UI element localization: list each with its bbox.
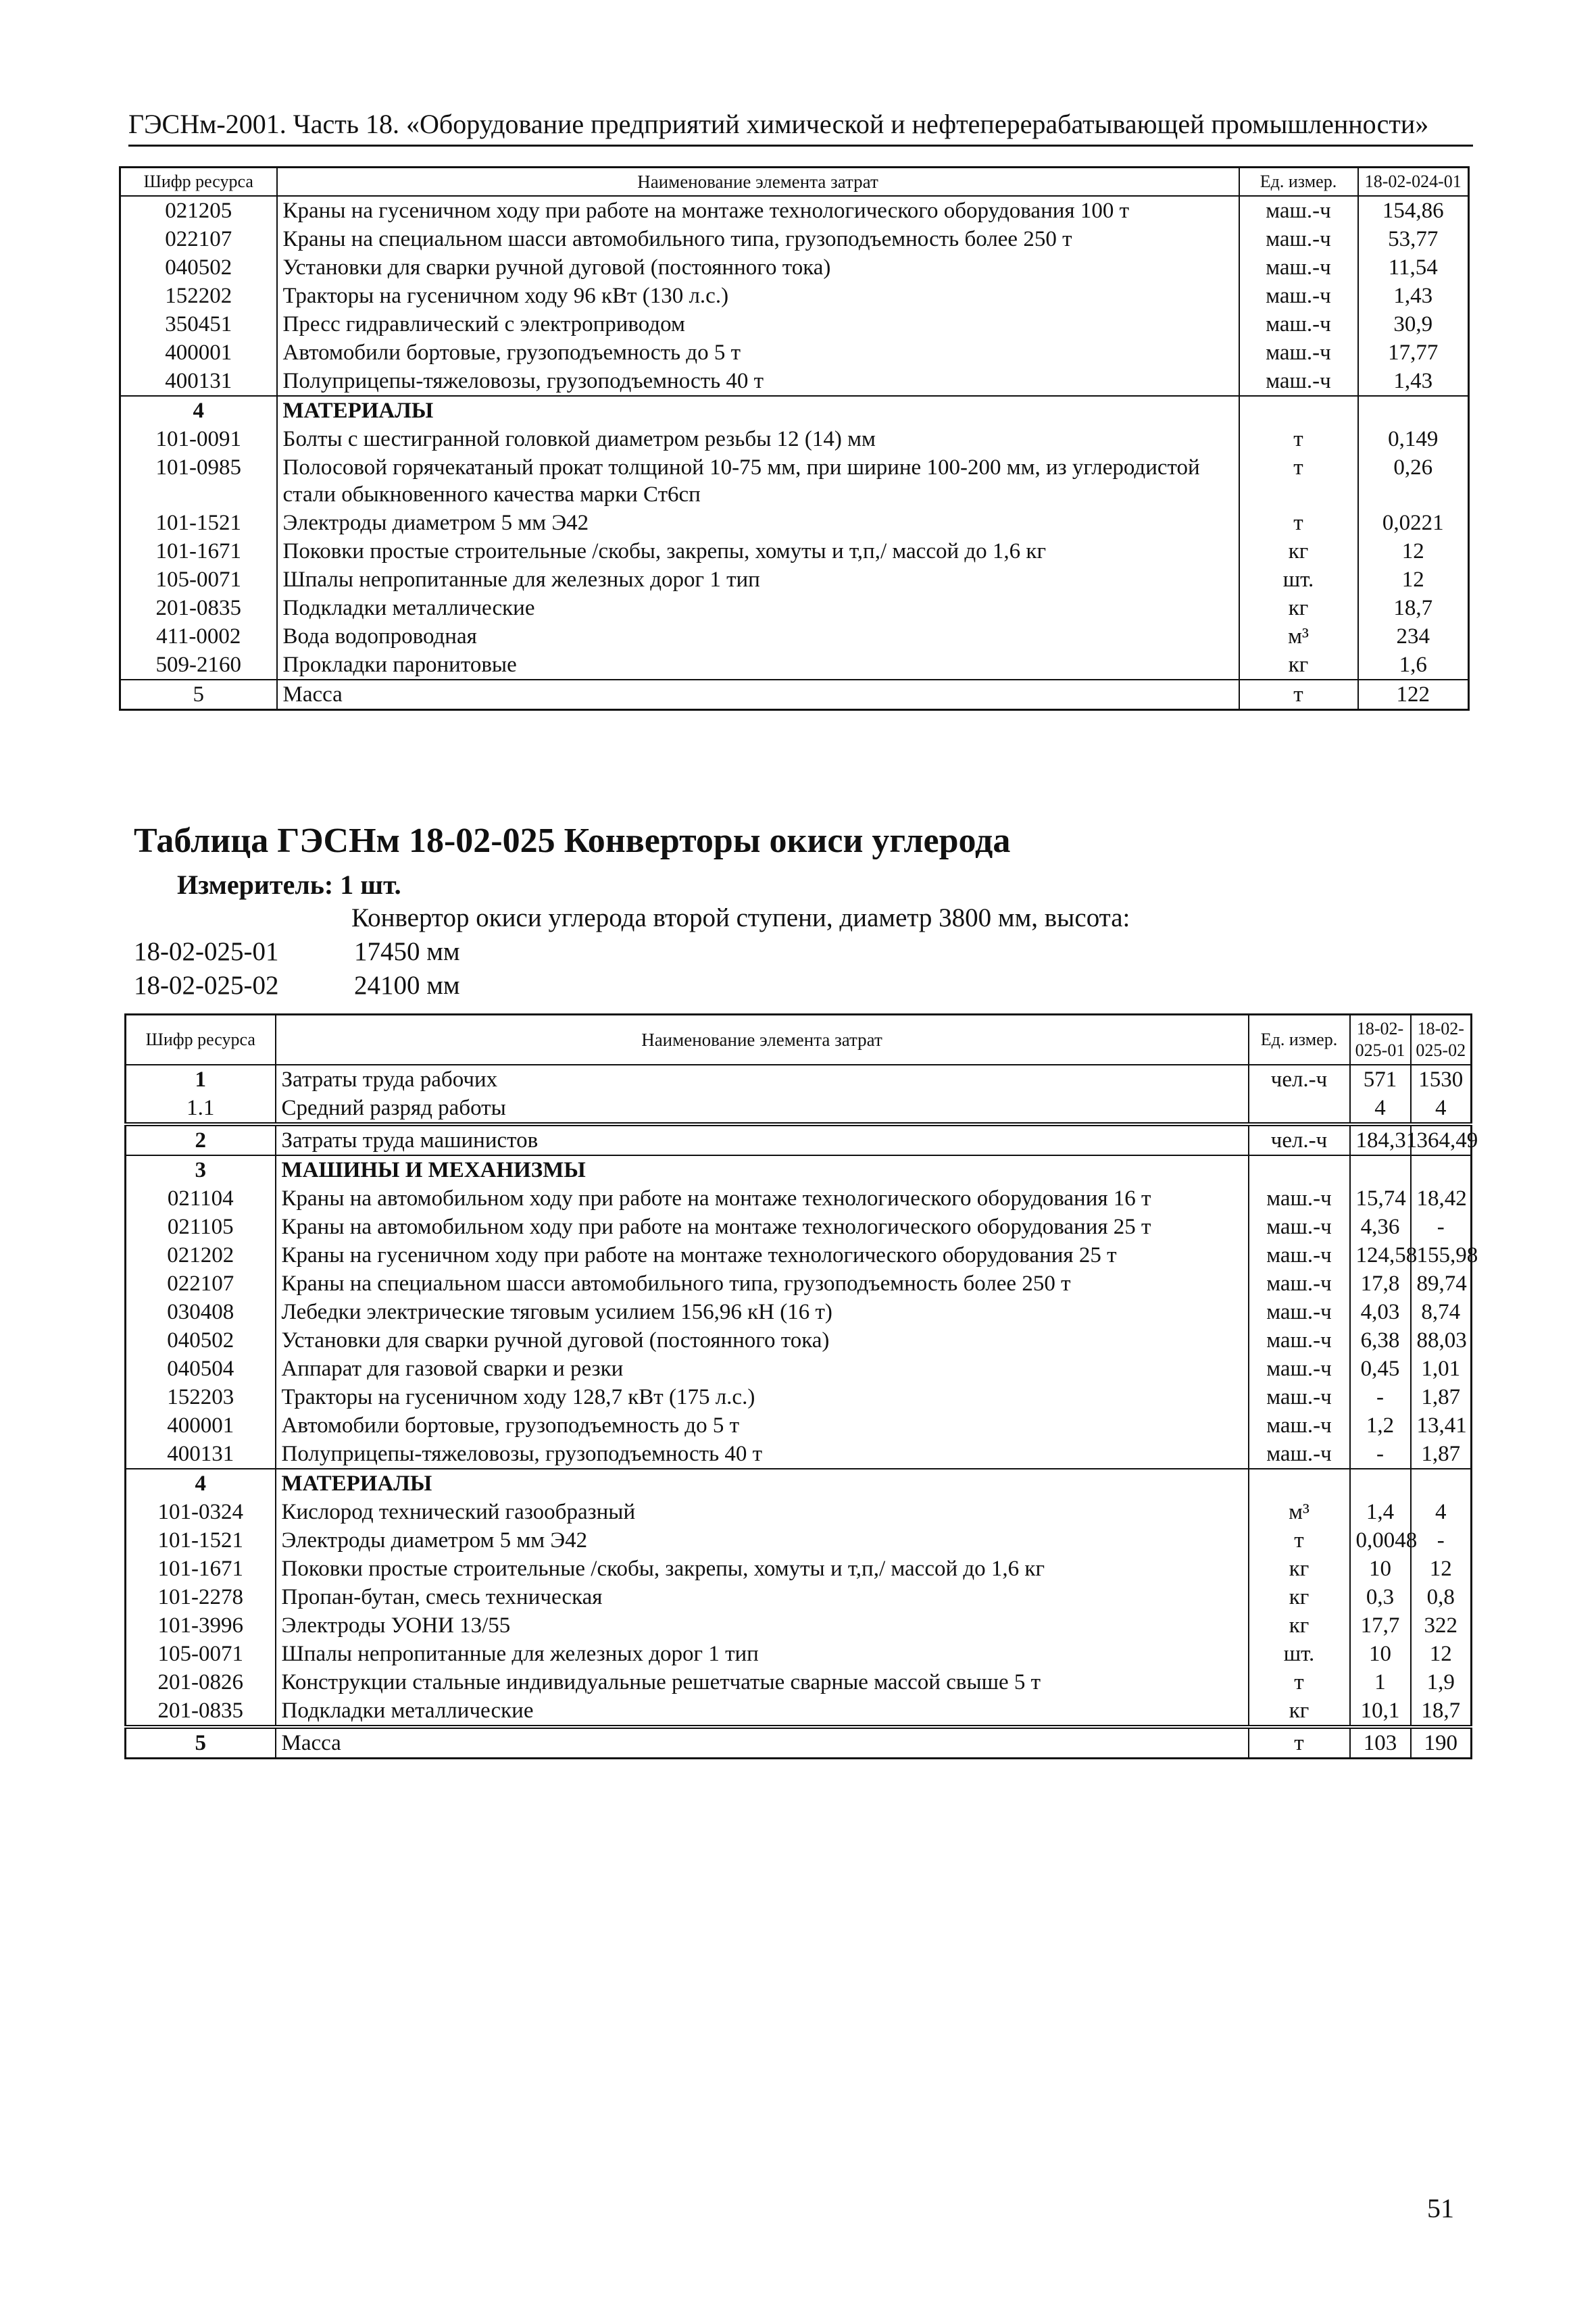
page-header: ГЭСНм-2001. Часть 18. «Оборудование предприятий химической и нефтеперерабатывающей промышленности»	[128, 108, 1473, 147]
measure-unit: Измеритель: 1 шт.	[177, 870, 401, 900]
resource-name: Тракторы на гусеничном ходу 96 кВт (130 л.с.)	[277, 282, 1239, 310]
resource-name: Затраты труда рабочих	[276, 1065, 1249, 1094]
variant-01	[134, 936, 460, 967]
resource-name: Автомобили бортовые, грузоподъемность до 5 т	[277, 338, 1239, 367]
resource-name: Кислород технический газообразный	[276, 1498, 1249, 1526]
resource-code: 021105	[126, 1213, 276, 1241]
unit-cell: кг	[1249, 1583, 1350, 1611]
resource-name: МАШИНЫ И МЕХАНИЗМЫ	[276, 1155, 1249, 1184]
resource-code: 105-0071	[126, 1640, 276, 1668]
table-title: Таблица ГЭСНм 18-02-025 Конверторы окиси углерода	[134, 822, 1011, 860]
unit-cell: м³	[1239, 622, 1358, 651]
unit-cell: м³	[1249, 1498, 1350, 1526]
variant-value: 17450 мм	[354, 937, 460, 966]
resource-code: 101-3996	[126, 1611, 276, 1640]
resource-name: Средний разряд работы	[276, 1094, 1249, 1124]
resource-code: 509-2160	[120, 651, 277, 680]
unit-cell	[1249, 1469, 1350, 1498]
resource-code: 2	[126, 1124, 276, 1155]
unit-cell: маш.-ч	[1239, 253, 1358, 282]
value-cell: 234	[1358, 622, 1469, 651]
section-row	[126, 1155, 1472, 1184]
value-cell: 1	[1350, 1668, 1411, 1696]
table-row	[126, 1411, 1472, 1440]
unit-cell: шт.	[1239, 565, 1358, 594]
resource-code: 1.1	[126, 1094, 276, 1124]
value-cell: 6,38	[1350, 1326, 1411, 1355]
resource-name: Лебедки электрические тяговым усилием 156,96 кН (16 т)	[276, 1298, 1249, 1326]
value-cell: 0,45	[1350, 1355, 1411, 1383]
resource-name: МАТЕРИАЛЫ	[276, 1469, 1249, 1498]
resource-code: 5	[126, 1727, 276, 1759]
resource-code: 400131	[120, 367, 277, 396]
resource-code: 350451	[120, 310, 277, 338]
table-row	[126, 1526, 1472, 1555]
table-row	[126, 1241, 1472, 1269]
resource-name: Полосовой горячекатаный прокат толщиной 10-75 мм, при ширине 100-200 мм, из углеродистой стали обыкновенного качества марки Ст6сп	[277, 453, 1239, 509]
resource-code: 040504	[126, 1355, 276, 1383]
resource-code: 101-2278	[126, 1583, 276, 1611]
resource-name: Масса	[277, 680, 1239, 710]
table-row	[120, 453, 1469, 509]
resource-name: Краны на специальном шасси автомобильного типа, грузоподъемность более 250 т	[276, 1269, 1249, 1298]
value-cell: 1,01	[1411, 1355, 1472, 1383]
table-row	[126, 1326, 1472, 1355]
variant-code: 18-02-025-01	[134, 937, 279, 966]
value-cell: 17,77	[1358, 338, 1469, 367]
value-cell: 10,1	[1350, 1696, 1411, 1727]
col-header-unit: Ед. измер.	[1249, 1015, 1350, 1065]
resource-name: Установки для сварки ручной дуговой (постоянного тока)	[276, 1326, 1249, 1355]
value-cell: 11,54	[1358, 253, 1469, 282]
unit-cell	[1239, 396, 1358, 425]
value-cell: 89,74	[1411, 1269, 1472, 1298]
table-header-row	[126, 1015, 1472, 1065]
table-row	[126, 1696, 1472, 1727]
table-header-row	[120, 168, 1469, 197]
unit-cell: маш.-ч	[1239, 367, 1358, 396]
resource-code: 4	[120, 396, 277, 425]
value-cell: 103	[1350, 1727, 1411, 1759]
table-row	[120, 622, 1469, 651]
col-header-name: Наименование элемента затрат	[277, 168, 1239, 197]
value-cell: 0,0221	[1358, 509, 1469, 537]
unit-cell: кг	[1239, 537, 1358, 565]
value-cell: 12	[1411, 1555, 1472, 1583]
unit-cell: маш.-ч	[1239, 196, 1358, 225]
resource-code: 101-0324	[126, 1498, 276, 1526]
value-cell: 53,77	[1358, 225, 1469, 253]
resource-code: 101-0985	[120, 453, 277, 509]
resource-name: Пропан-бутан, смесь техническая	[276, 1583, 1249, 1611]
value-cell: 30,9	[1358, 310, 1469, 338]
resource-code: 021104	[126, 1184, 276, 1213]
value-cell: 4,36	[1350, 1213, 1411, 1241]
resource-code: 022107	[120, 225, 277, 253]
col-header-unit: Ед. измер.	[1239, 168, 1358, 197]
value-cell: 4	[1350, 1094, 1411, 1124]
resource-code: 101-1671	[120, 537, 277, 565]
table-row	[120, 253, 1469, 282]
unit-cell: кг	[1239, 594, 1358, 622]
resource-name: Краны на автомобильном ходу при работе на монтаже технологического оборудования 16 т	[276, 1184, 1249, 1213]
resource-name: Поковки простые строительные /скобы, закрепы, хомуты и т,п,/ массой до 1,6 кг	[276, 1555, 1249, 1583]
resource-name: Подкладки металлические	[276, 1696, 1249, 1727]
unit-cell: маш.-ч	[1249, 1298, 1350, 1326]
resource-table-025	[124, 1013, 1478, 1759]
value-cell: 8,74	[1411, 1298, 1472, 1326]
section-row	[126, 1469, 1472, 1498]
resource-code: 040502	[120, 253, 277, 282]
table-row	[126, 1269, 1472, 1298]
value-cell: 18,42	[1411, 1184, 1472, 1213]
table-row	[120, 537, 1469, 565]
table-row	[120, 367, 1469, 396]
value-cell: 1,43	[1358, 282, 1469, 310]
table-row	[120, 509, 1469, 537]
resource-code: 022107	[126, 1269, 276, 1298]
table-row	[126, 1213, 1472, 1241]
page-number: 51	[1427, 2193, 1454, 2223]
value-cell: 15,74	[1350, 1184, 1411, 1213]
unit-cell: чел.-ч	[1249, 1124, 1350, 1155]
value-cell: 1530	[1411, 1065, 1472, 1094]
table-row	[126, 1611, 1472, 1640]
table-row	[126, 1355, 1472, 1383]
resource-name: Конструкции стальные индивидуальные решетчатые сварные массой свыше 5 т	[276, 1668, 1249, 1696]
value-cell: 12	[1358, 565, 1469, 594]
unit-cell: т	[1239, 509, 1358, 537]
resource-name: Электроды диаметром 5 мм Э42	[277, 509, 1239, 537]
table-row	[126, 1668, 1472, 1696]
resource-code: 5	[120, 680, 277, 710]
resource-name: Шпалы непропитанные для железных дорог 1 тип	[277, 565, 1239, 594]
value-cell: 10	[1350, 1555, 1411, 1583]
resource-table-024	[119, 166, 1470, 711]
value-cell: 122	[1358, 680, 1469, 710]
unit-cell	[1249, 1155, 1350, 1184]
value-cell: 4	[1411, 1094, 1472, 1124]
value-cell	[1358, 396, 1469, 425]
resource-code: 040502	[126, 1326, 276, 1355]
resource-code: 1	[126, 1065, 276, 1094]
resource-code: 101-1521	[126, 1526, 276, 1555]
resource-code: 101-0091	[120, 425, 277, 453]
table-body	[120, 196, 1469, 710]
section-row	[120, 680, 1469, 710]
resource-name: Аппарат для газовой сварки и резки	[276, 1355, 1249, 1383]
resource-code: 411-0002	[120, 622, 277, 651]
resource-name: Поковки простые строительные /скобы, закрепы, хомуты и т,п,/ массой до 1,6 кг	[277, 537, 1239, 565]
table-row	[120, 594, 1469, 622]
resource-code: 400001	[126, 1411, 276, 1440]
resource-name: Автомобили бортовые, грузоподъемность до 5 т	[276, 1411, 1249, 1440]
table-row	[126, 1498, 1472, 1526]
unit-cell: т	[1249, 1727, 1350, 1759]
unit-cell: кг	[1239, 651, 1358, 680]
value-cell: 1,43	[1358, 367, 1469, 396]
value-cell: 124,58	[1350, 1241, 1411, 1269]
unit-cell: кг	[1249, 1555, 1350, 1583]
value-cell: -	[1350, 1383, 1411, 1411]
resource-code: 105-0071	[120, 565, 277, 594]
table-row	[126, 1727, 1472, 1759]
resource-name: Полуприцепы-тяжеловозы, грузоподъемность 40 т	[277, 367, 1239, 396]
unit-cell: маш.-ч	[1239, 310, 1358, 338]
value-cell: 1,2	[1350, 1411, 1411, 1440]
value-cell: 190	[1411, 1727, 1472, 1759]
unit-cell: кг	[1249, 1611, 1350, 1640]
resource-name: МАТЕРИАЛЫ	[277, 396, 1239, 425]
resource-name: Тракторы на гусеничном ходу 128,7 кВт (175 л.с.)	[276, 1383, 1249, 1411]
value-cell: 12	[1358, 537, 1469, 565]
resource-code: 3	[126, 1155, 276, 1184]
resource-code: 152203	[126, 1383, 276, 1411]
table-row	[126, 1440, 1472, 1469]
section-row	[120, 396, 1469, 425]
resource-code: 201-0835	[126, 1696, 276, 1727]
value-cell: 0,8	[1411, 1583, 1472, 1611]
value-cell	[1350, 1155, 1411, 1184]
unit-cell: т	[1249, 1668, 1350, 1696]
variant-code: 18-02-025-02	[134, 971, 279, 1000]
variant-02	[134, 970, 460, 1001]
value-cell: 155,98	[1411, 1241, 1472, 1269]
resource-code: 101-1521	[120, 509, 277, 537]
table-row	[120, 651, 1469, 680]
unit-cell: т	[1239, 680, 1358, 710]
col-header-025-02: 18-02-025-02	[1411, 1015, 1472, 1065]
value-cell	[1411, 1155, 1472, 1184]
unit-cell: маш.-ч	[1249, 1269, 1350, 1298]
unit-cell: маш.-ч	[1249, 1383, 1350, 1411]
table-row	[120, 425, 1469, 453]
value-cell: 4	[1411, 1498, 1472, 1526]
resource-name: Подкладки металлические	[277, 594, 1239, 622]
value-cell: 1,9	[1411, 1668, 1472, 1696]
table-row	[126, 1298, 1472, 1326]
value-cell: 13,41	[1411, 1411, 1472, 1440]
resource-code: 400131	[126, 1440, 276, 1469]
value-cell: 1,87	[1411, 1383, 1472, 1411]
resource-name: Полуприцепы-тяжеловозы, грузоподъемность 40 т	[276, 1440, 1249, 1469]
table-body	[126, 1065, 1478, 1759]
resource-name: Краны на автомобильном ходу при работе на монтаже технологического оборудования 25 т	[276, 1213, 1249, 1241]
value-cell: 154,86	[1358, 196, 1469, 225]
resource-name: Электроды диаметром 5 мм Э42	[276, 1526, 1249, 1555]
col-header-name: Наименование элемента затрат	[276, 1015, 1249, 1065]
resource-code: 101-1671	[126, 1555, 276, 1583]
resource-code: 021205	[120, 196, 277, 225]
value-cell: 0,26	[1358, 453, 1469, 509]
unit-cell: шт.	[1249, 1640, 1350, 1668]
col-header-code: Шифр ресурса	[126, 1015, 276, 1065]
resource-name: Шпалы непропитанные для железных дорог 1 тип	[276, 1640, 1249, 1668]
resource-name: Краны на специальном шасси автомобильного типа, грузоподъемность более 250 т	[277, 225, 1239, 253]
resource-name: Вода водопроводная	[277, 622, 1239, 651]
value-cell: -	[1411, 1526, 1472, 1555]
value-cell: 18,7	[1358, 594, 1469, 622]
unit-cell: маш.-ч	[1249, 1241, 1350, 1269]
resource-code: 030408	[126, 1298, 276, 1326]
table-row	[120, 225, 1469, 253]
unit-cell: чел.-ч	[1249, 1065, 1350, 1094]
resource-code: 400001	[120, 338, 277, 367]
value-cell: 0,149	[1358, 425, 1469, 453]
unit-cell: маш.-ч	[1249, 1355, 1350, 1383]
col-header-025-01: 18-02-025-01	[1350, 1015, 1411, 1065]
table-row	[126, 1383, 1472, 1411]
resource-code: 4	[126, 1469, 276, 1498]
table-row	[120, 565, 1469, 594]
unit-cell: маш.-ч	[1239, 282, 1358, 310]
resource-name: Масса	[276, 1727, 1249, 1759]
col-header-024-01: 18-02-024-01	[1358, 168, 1469, 197]
resource-code: 201-0835	[120, 594, 277, 622]
value-cell: 184,31	[1350, 1124, 1411, 1155]
unit-cell: маш.-ч	[1239, 225, 1358, 253]
unit-cell: маш.-ч	[1249, 1440, 1350, 1469]
value-cell: 0,0048	[1350, 1526, 1411, 1555]
unit-cell: маш.-ч	[1239, 338, 1358, 367]
value-cell: -	[1411, 1213, 1472, 1241]
value-cell: 1,4	[1350, 1498, 1411, 1526]
resource-name: Пресс гидравлический с электроприводом	[277, 310, 1239, 338]
resource-name: Установки для сварки ручной дуговой (постоянного тока)	[277, 253, 1239, 282]
value-cell: -	[1350, 1440, 1411, 1469]
value-cell: 4,03	[1350, 1298, 1411, 1326]
value-cell: 17,7	[1350, 1611, 1411, 1640]
unit-cell: маш.-ч	[1249, 1184, 1350, 1213]
col-header-code: Шифр ресурса	[120, 168, 277, 197]
unit-cell: т	[1239, 425, 1358, 453]
value-cell: 322	[1411, 1611, 1472, 1640]
value-cell: 0,3	[1350, 1583, 1411, 1611]
table-row	[126, 1555, 1472, 1583]
value-cell	[1350, 1469, 1411, 1498]
unit-cell	[1249, 1094, 1350, 1124]
table-row	[120, 310, 1469, 338]
resource-code: 021202	[126, 1241, 276, 1269]
table-row	[126, 1184, 1472, 1213]
table-row	[126, 1124, 1472, 1155]
unit-cell: т	[1249, 1526, 1350, 1555]
value-cell: 17,8	[1350, 1269, 1411, 1298]
value-cell: 1,87	[1411, 1440, 1472, 1469]
unit-cell: маш.-ч	[1249, 1326, 1350, 1355]
unit-cell: т	[1239, 453, 1358, 509]
variant-value: 24100 мм	[354, 971, 460, 1000]
unit-cell: кг	[1249, 1696, 1350, 1727]
unit-cell: маш.-ч	[1249, 1411, 1350, 1440]
table-row	[126, 1583, 1472, 1611]
value-cell: 18,7	[1411, 1696, 1472, 1727]
table-row	[120, 338, 1469, 367]
value-cell: 88,03	[1411, 1326, 1472, 1355]
value-cell: 1,6	[1358, 651, 1469, 680]
value-cell: 364,49	[1411, 1124, 1472, 1155]
table-description: Конвертор окиси углерода второй ступени, диаметр 3800 мм, высота:	[351, 903, 1130, 932]
value-cell	[1411, 1469, 1472, 1498]
resource-name: Затраты труда машинистов	[276, 1124, 1249, 1155]
unit-cell: маш.-ч	[1249, 1213, 1350, 1241]
resource-name: Болты с шестигранной головкой диаметром резьбы 12 (14) мм	[277, 425, 1239, 453]
resource-name: Прокладки паронитовые	[277, 651, 1239, 680]
table-row	[120, 282, 1469, 310]
table-row	[126, 1094, 1472, 1124]
value-cell: 12	[1411, 1640, 1472, 1668]
resource-code: 201-0826	[126, 1668, 276, 1696]
value-cell: 571	[1350, 1065, 1411, 1094]
resource-name: Электроды УОНИ 13/55	[276, 1611, 1249, 1640]
resource-name: Краны на гусеничном ходу при работе на монтаже технологического оборудования 100 т	[277, 196, 1239, 225]
resource-name: Краны на гусеничном ходу при работе на монтаже технологического оборудования 25 т	[276, 1241, 1249, 1269]
value-cell: 10	[1350, 1640, 1411, 1668]
table-row	[120, 196, 1469, 225]
resource-code: 152202	[120, 282, 277, 310]
table-row	[126, 1065, 1472, 1094]
table-row	[126, 1640, 1472, 1668]
